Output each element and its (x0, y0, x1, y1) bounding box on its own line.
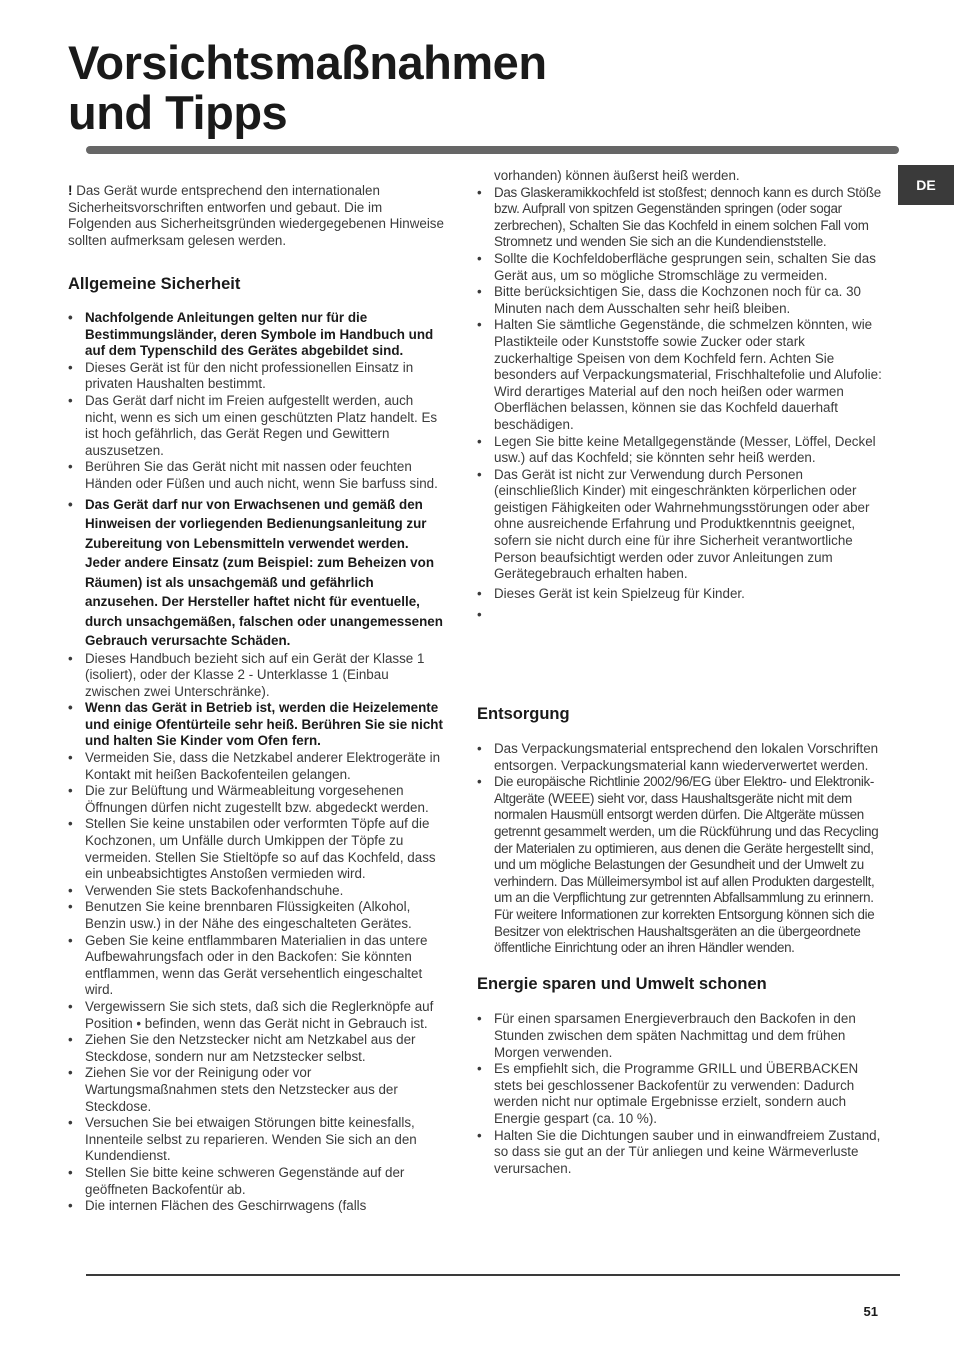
list-item: • Vergewissern Sie sich stets, daß sich die Reglerknöpfe auf Position • befinden, wenn das Gerät nicht in Gebrauch ist. (68, 999, 446, 1032)
list-item: • Ziehen Sie vor der Reinigung oder vor Wartungsmaßnahmen stets den Netzstecker aus der Steckdose. (68, 1065, 446, 1115)
energy-list (477, 1011, 882, 1177)
page-title-line-2: und Tipps (68, 86, 288, 139)
list-item: • Vermeiden Sie, dass die Netzkabel anderer Elektrogeräte in Kontakt mit heißen Backofenteilen gelangen. (68, 750, 446, 783)
list-item: • Halten Sie sämtliche Gegenstände, die schmelzen könnten, wie Plastikteile oder Kunststoffe sowie Zucker oder stark zuckerhaltige Speisen von dem Kochfeld fern. Achten Sie besonders auf Verpackungsmaterial, Frischhaltefolie und Alufolie: Wird derartiges Material auf den noch heißen oder warmen Oberflächen belassen, können sie das Kochfeld dauerhaft beschädigen. (477, 317, 882, 433)
footer-divider (86, 1274, 900, 1276)
page-title-line-1: Vorsichtsmaßnahmen (68, 36, 547, 89)
list-item: • Nachfolgende Anleitungen gelten nur für die Bestimmungsländer, deren Symbole im Handbuch und auf dem Typenschild des Gerätes abgebildet sind. (68, 310, 446, 360)
title-divider (86, 146, 899, 154)
safety-list (68, 310, 446, 1215)
list-item: • Dieses Handbuch bezieht sich auf ein Gerät der Klasse 1 (isoliert), oder der Klasse 2 - Unterklasse 1 (Einbau zwischen zwei Unterschränke). (68, 651, 446, 701)
list-item: • Stellen Sie keine unstabilen oder verformten Töpfe auf die Kochzonen, um Unfälle durch Umkippen der Töpfe zu vermeiden. Stellen Sie Stieltöpfe so auf das Kochfeld, dass ein unbeabsichtigtes Anstoßen vermieden wird. (68, 816, 446, 882)
page-number: 51 (863, 1304, 878, 1319)
left-column (68, 183, 446, 1215)
intro-text: Das Gerät wurde entsprechend den internationalen Sicherheitsvorschriften entworfen und gebaut. Die im Folgenden aus Sicherheitsgründen wiedergegebenen Hinweise sollten aufmerksam gelesen werden. (68, 183, 444, 248)
list-item: • Halten Sie die Dichtungen sauber und in einwandfreiem Zustand, so dass sie gut an der Tür anliegen und keine Wärmeverluste verursachen. (477, 1128, 882, 1178)
disposal-list (477, 741, 915, 957)
list-item: • Dieses Gerät ist kein Spielzeug für Kinder. (477, 586, 882, 603)
list-item: • Die zur Belüftung und Wärmeableitung vorgesehenen Öffnungen dürfen nicht zugestellt bzw. abgedeckt werden. (68, 783, 446, 816)
list-item: • Legen Sie bitte keine Metallgegenstände (Messer, Löffel, Deckel usw.) auf das Kochfeld; sie könnten sehr heiß werden. (477, 434, 882, 467)
right-column (477, 168, 915, 1177)
list-item: • Es empfiehlt sich, die Programme GRILL und ÜBERBACKEN stets bei geschlossener Backofentür zu verwenden: Dadurch werden nicht nur optimale Ergebnisse erzielt, sondern auch Energie gespart (ca. 10 %). (477, 1061, 882, 1127)
list-item: • Versuchen Sie bei etwaigen Störungen bitte keinesfalls, Innenteile selbst zu reparieren. Wenden Sie sich an den Kundendienst. (68, 1115, 446, 1165)
list-item: • Bitte berücksichtigen Sie, dass die Kochzonen noch für ca. 30 Minuten nach dem Ausschalten sehr heiß bleiben. (477, 284, 882, 317)
page-title (68, 38, 547, 138)
safety-list-continued (477, 185, 882, 625)
list-item: • Ziehen Sie den Netzstecker nicht am Netzkabel aus der Steckdose, sondern nur am Netzstecker selbst. (68, 1032, 446, 1065)
disposal-heading: Entsorgung (477, 705, 570, 724)
list-item: • Die internen Flächen des Geschirrwagens (falls (68, 1198, 446, 1215)
list-item: • Stellen Sie bitte keine schweren Gegenstände auf der geöffneten Backofentür ab. (68, 1165, 446, 1198)
warning-mark: ! (68, 183, 73, 198)
list-item-empty (477, 607, 882, 624)
list-item: • Das Gerät darf nur von Erwachsenen und gemäß den Hinweisen der vorliegenden Bedienungsanleitung zur Zubereitung von Lebensmitteln verwendet werden. Jeder andere Einsatz (zum Beispiel: zum Beheizen von Räumen) ist als unsachgemäß und gefährlich anzusehen. Der Hersteller haftet nicht für eventuelle, durch unsachgemäßen, falschen oder unangemessenen Gebrauch verursachte Schäden. (68, 495, 446, 651)
list-item: • Dieses Gerät ist für den nicht professionellen Einsatz in privaten Haushalten bestimmt. (68, 360, 446, 393)
language-tab: DE (898, 165, 954, 205)
intro-paragraph (68, 183, 446, 249)
list-item: • Das Gerät ist nicht zur Verwendung durch Personen (einschließlich Kinder) mit eingeschränkten körperlichen oder geistigen Fähigkeiten oder Wahrnehmungsstörungen oder aber ohne ausreichende Erfahrung und Produktkenntnis geeignet, sofern sie nicht durch eine für ihre Sicherheit verantwortliche Person beaufsichtigt werden oder zuvor Anleitungen zum Gerätegebrauch erhalten haben. (477, 467, 882, 583)
list-item: • Wenn das Gerät in Betrieb ist, werden die Heizelemente und einige Ofentürteile sehr heiß. Berühren Sie sie nicht und halten Sie Kinder vom Ofen fern. (68, 700, 446, 750)
safety-heading: Allgemeine Sicherheit (68, 275, 241, 294)
list-item: • Geben Sie keine entflammbaren Materialien in das untere Aufbewahrungsfach oder in den Backofen: Sie könnten entflammen, wenn das Gerät versehentlich eingeschaltet wird. (68, 933, 446, 999)
continued-item-text: vorhanden) können äußerst heiß werden. (494, 168, 740, 183)
list-item: • Das Gerät darf nicht im Freien aufgestellt werden, auch nicht, wenn es sich um einen geschützten Platz handelt. Es ist hoch gefährlich, das Gerät Regen und Gewittern auszusetzen. (68, 393, 446, 459)
energy-heading: Energie sparen und Umwelt schonen (477, 974, 767, 993)
list-item: • Berühren Sie das Gerät nicht mit nassen oder feuchten Händen oder Füßen und auch nicht, wenn Sie barfuss sind. (68, 459, 446, 492)
list-item: • Die europäische Richtlinie 2002/96/EG über Elektro- und Elektronik-Altgeräte (WEEE) sieht vor, dass Haushaltsgeräte nicht mit dem normalen Hausmüll entsorgt werden dürfen. Die Altgeräte müssen getrennt gesammelt werden, um die Rückführung und das Recycling der Materialen zu optimieren, aus denen die Geräte hergestellt sind, und um mögliche Belastungen der Gesundheit und der Umwelt zu verhindern. Das Mülleimersymbol ist auf allen Produkten dargestellt, um an die Verpflichtung zur getrennten Abfallsammlung zu erinnern. Für weitere Informationen zur korrekten Entsorgung können sich die Besitzer von elektrischen Haushaltsgeräten an die übergeordnete öffentliche Einrichtung oder an ihren Händler wenden. (477, 774, 882, 957)
list-item: • Benutzen Sie keine brennbaren Flüssigkeiten (Alkohol, Benzin usw.) in der Nähe des eingeschalteten Gerätes. (68, 899, 446, 932)
list-item: • Das Glaskeramikkochfeld ist stoßfest; dennoch kann es durch Stöße bzw. Aufprall von spitzen Gegenständen springen (oder sogar zerbrechen), Schalten Sie das Kochfeld in einem solchen Fall vom Stromnetz und wenden Sie sich an die Kundendienststelle. (477, 185, 882, 251)
list-item: • Das Verpackungsmaterial entsprechend den lokalen Vorschriften entsorgen. Verpackungsmaterial kann wiederverwertet werden. (477, 741, 882, 774)
list-item: • Sollte die Kochfeldoberfläche gesprungen sein, schalten Sie das Gerät aus, um so mögliche Stromschläge zu vermeiden. (477, 251, 882, 284)
list-item: • Verwenden Sie stets Backofenhandschuhe. (68, 883, 446, 900)
list-item: • Für einen sparsamen Energieverbrauch den Backofen in den Stunden zwischen dem späten Nachmittag und dem frühen Morgen verwenden. (477, 1011, 882, 1061)
